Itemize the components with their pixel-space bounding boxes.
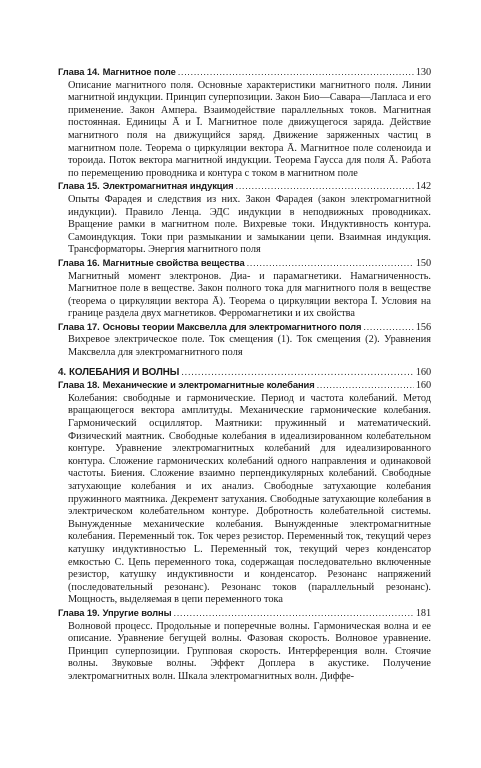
toc-heading [58,607,431,621]
toc-entry-chapter-17 [58,321,431,360]
page-number: 156 [415,321,431,333]
chapter-title: Механические и электромагнитные колебания [102,379,315,391]
dot-leader [174,607,414,620]
toc-entry-chapter-16 [58,257,431,321]
dot-leader [363,321,413,334]
toc-entry-chapter-14 [58,66,431,180]
chapter-description: Магнитный момент электронов. Диа- и парамагнетики. Намагниченность. Магнитное поле в веществе. Закон полного тока для магнитного поля в веществе (теорема о циркуляции вектора Ā). Теорема о циркуляции вектора Ī. Условия на границе раздела двух магнетиков. Ферромагнетики и их свойства [68,270,431,320]
chapter-number: Глава 15. [58,180,100,192]
chapter-number: Глава 14. [58,66,100,77]
toc-heading [58,180,431,194]
chapter-description: Опыты Фарадея и следствия из них. Закон Фарадея (закон электромагнитной индукции). Правило Ленца. ЭДС индукции в неподвижных проводниках. Вращение рамки в магнитном поле. Вихревые токи. Индуктивность контура. Самоиндукция. Токи при размыкании и замыкании цепи. Взаимная индукция. Трансформаторы. Энергия магнитного поля [68,193,431,256]
page-number: 160 [415,380,431,392]
toc-section-heading [58,367,431,380]
page-number: 150 [415,257,431,269]
chapter-title: Магнитное поле [102,66,176,77]
page-number: 142 [415,181,431,193]
toc-entry-section-4 [58,367,431,380]
page-number: 130 [415,67,431,78]
chapter-number: Глава 19. [58,606,100,618]
section-number: 4. [58,366,66,378]
toc-entry-chapter-15 [58,180,431,257]
chapter-title: Основы теории Максвелла для электромагнитного поля [102,320,362,332]
section-title: КОЛЕБАНИЯ И ВОЛНЫ [68,366,180,378]
toc-heading [58,379,431,393]
table-of-contents [58,66,431,684]
chapter-number: Глава 18. [58,379,100,391]
chapter-title: Магнитные свойства вещества [102,256,245,268]
chapter-description: Описание магнитного поля. Основные характеристики магнитного поля. Линии магнитной индукции. Принцип суперпозиции. Закон Био—Савара—Лапласа и его применение. Закон Ампера. Взаимодействие параллельных токов. Магнитная постоянная. Единицы Ā и Ī. Магнитное поле движущегося заряда. Действие магнитного поля на движущийся заряд. Движение заряженных частиц в магнитном поле. Теорема о циркуляции вектора Ā. Магнитное поле соленоида и тороида. Поток вектора магнитной индукции. Теорема Гаусса для поля Ā. Работа по перемещению проводника и контура с током в магнитном поле [68,79,431,179]
page-number: 181 [415,607,431,619]
chapter-number: Глава 17. [58,320,100,332]
chapter-description: Вихревое электрическое поле. Ток смещения (1). Ток смещения (2). Уравнения Максвелла для электромагнитного поля [68,334,431,359]
toc-entry-chapter-18 [58,379,431,607]
chapter-description: Колебания: свободные и гармонические. Период и частота колебаний. Метод вращающегося вектора амплитуды. Механические гармонические колебания. Гармонический осциллятор. Маятники: пружинный и математический. Физический маятник. Свободные колебания в идеализированном колебательном контуре. Уравнение электромагнитных колебаний для идеализированного контура. Сложение гармонических колебаний одного направления и одинаковой частоты. Биения. Сложение взаимно перпендикулярных колебаний. Свободные затухающие колебания и их анализ. Свободные затухающие колебания пружинного маятника. Декремент затухания. Свободные затухающие колебания в электрическом колебательном контуре. Добротность колебательной системы. Вынужденные механические колебания. Вынужденные электромагнитные колебания. Переменный ток. Ток через резистор. Переменный ток, текущий через катушку индуктивностью L. Переменный ток, текущий через конденсатор емкостью C. Цепь переменного тока, содержащая последовательно включенные резистор, катушку индуктивности и конденсатор. Резонанс напряжений (последовательный резонанс). Резонанс токов (параллельный резонанс). Мощность, выделяемая в цепи переменного тока [68,392,431,606]
toc-heading [58,321,431,335]
toc-heading [58,66,431,80]
chapter-number: Глава 16. [58,256,100,268]
toc-heading [58,257,431,271]
chapter-title: Электромагнитная индукция [102,180,234,192]
dot-leader [178,66,414,79]
dot-leader [236,180,414,193]
toc-entry-chapter-19 [58,607,431,684]
chapter-title: Упругие волны [102,606,172,618]
dot-leader [247,257,414,270]
page-number: 160 [415,366,431,378]
dot-leader [317,379,414,392]
chapter-description: Волновой процесс. Продольные и поперечные волны. Гармоническая волна и ее описание. Уравнение бегущей волны. Фазовая скорость. Волновое уравнение. Принцип суперпозиции. Групповая скорость. Интерференция волн. Стоячие волны. Звуковые волны. Эффект Доплера в акустике. Получение электромагнитных волн. Шкала электромагнитных волн. Диффе- [68,620,431,682]
dot-leader [181,367,414,380]
